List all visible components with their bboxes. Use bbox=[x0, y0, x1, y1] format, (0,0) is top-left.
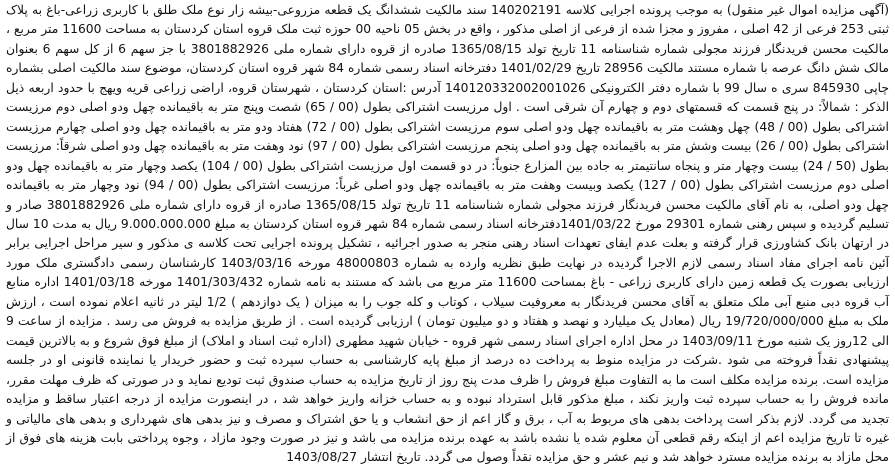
auction-notice-text: (آگهی مزایده اموال غیر منقول) به موجب پرونده اجرایی کلاسه 140202191 سند مالکیت ششدانگ یک قطعه مزروعی-بیشه زار نوع ملک طلق با کاربری زراعی-باغ به پلاک ثبتی 253 فرعی از 42 اصلی ، مفروز و مجزا شده از فرعی از اصلی مذکور ، واقع در بخش 05 ناحیه 00 حوزه ثبت ملک قروه استان کردستان به مساحت 11600 متر مربع ، مالکیت محسن فریدنگار فرزند مجولی شماره شناسنامه 11 تاریخ تولد 1365/08/15 صادره از قروه دارای شماره ملی 3801882926 با جز سهم 6 از کل سهم 6 بعنوان مالک شش دانگ عرصه با شماره مستند مالکیت 28956 تاریخ 1401/02/29 دفترخانه اسناد رسمی شماره 84 شهر قروه استان کردستان، موضوع سند مالکیت اصلی بشماره چاپی 845930 سری ه سال 99 با شماره دفتر الکترونیکی 140120332002001026 آدرس :استان کردستان ، شهرستان قروه، اراضی زراعی قریه ویهج با حدود اربعه ذیل الذکر : شمالاً: در پنج قسمت که قسمتهای دوم و چهارم آن شرقی است . اول مرزیست اشتراکی بطول (00 / 65) شصت وپنج متر به باقیمانده چهل ودو اصلی دوم مرزیست اشتراکی بطول (00 / 48) چهل وهشت متر به باقیمانده چهل ودو اصلی سوم مرزیست اشتراکی بطول (00 / 72) هفتاد ودو متر به باقیمانده چهل ودو اصلی چهارم مرزیست اشتراکی بطول (00 / 26) بیست وشش متر به باقیمانده چهل ودو اصلی پنجم مرزیست اشتراکی بطول (00 / 97) نود وهفت متر به باقیمانده چهل ودو اصلی شرقاً: مرزیست بطول (50 / 24) بیست وچهار متر و پنجاه سانتیمتر به جاده بین المزارع جنوباً: در دو قسمت اول مرزیست اشتراکی بطول (00 / 104) یکصد وچهار متر به باقیمانده چهل ودو اصلی دوم مرزیست اشتراکی بطول (00 / 127) یکصد وبیست وهفت متر به باقیمانده چهل ودو اصلی غرباً: مرزیست اشتراکی بطول (00 / 94) نود وچهار متر به باقیمانده چهل ودو اصلی، به نام آقای مالکیت محسن فریدنگار فرزند مجولی شماره شناسنامه 11 تاریخ تولد 1365/08/15 صادره از قروه دارای شماره ملی 3801882926 صادر و تسلیم گردیده و سپس رهنی شماره 29301 مورخ 1401/03/22دفترخانه اسناد رسمی شماره 84 شهر قروه استان کردستان به مبلغ 9.000.000.000 ریال به مدت 10 سال در ارتهان بانک کشاورزی قرار گرفته و بعلت عدم ایفای تعهدات اسناد رهنی منجر به صدور اجرائیه ، تشکیل پرونده اجرایی تحت کلاسه ی مذکور و سیر مراحل اجرایی برابر آئین نامه اجرای مفاد اسناد رسمی لازم الاجرا گردیده در نهایت طبق نظریه وارده به شماره 48000803 مورخه 1403/03/16 کارشناسان رسمی دادگستری ملک مورد ارزیابی بصورت یک قطعه زمین دارای کاربری زراعی - باغ بمساحت 11600 متر مربع می باشد که مستند به نامه شماره 1401/303/432 مورخه 1401/03/18 اداره منابع آب قروه دبی منبع آبی ملک متعلق به آقای محسن فریدنگار به معروفیت سیلاب ، کوتاب و کله جوب را به میزان ( یک دوازدهم ) 1/2 لیتر در ثانیه اعلام نموده است ، ارزش ملک به مبلغ 19/720/000/000 ریال (معادل یک میلیارد و نهصد و هفتاد و دو میلیون تومان ) ارزیابی گردیده است . از طریق مزایده به فروش می رسد . مزایده از ساعت 9 الی 12روز یک شنبه مورخ 1403/09/11 در محل اداره اجرای اسناد رسمی شهر قروه - خیابان شهید مطهری (اداره ثبت اسناد و املاک) از مبلغ فوق شروع و به بالاترین قیمت پیشنهادی نقداً فروخته می شود .شرکت در مزایده منوط به پرداخت ده درصد از مبلغ پایه کارشناسی به حساب سپرده ثبت و حضور خریدار یا نماینده قانونی او در جلسه مزایده است. برنده مزایده مکلف است ما به التفاوت مبلغ فروش را ظرف مدت پنج روز از تاریخ مزایده به حساب صندوق ثبت تودیع نماید و در صورتی که ظرف مهلت مقرر، مانده فروش را به حساب سپرده ثبت واریز نکند ، مبلغ مذکور قابل استرداد نبوده و به حساب خزانه واریز خواهد شد ، در اینصورت مزایده از درجه اعتبار ساقط و مزایده تجدید می گردد. لازم بذکر است پرداخت بدهی های مربوط به آب ، برق و گاز اعم از حق انشعاب و یا حق اشتراک و مصرف و نیز بدهی های شهرداری و بدهی های مالیاتی و غیره تا تاریخ مزایده اعم از اینکه رقم قطعی آن معلوم شده یا نشده باشد به عهده برنده مزایده می باشد و نیز در صورت وجود مازاد ، وجوه پرداختی بابت هزینه های فوق از محل مازاد به برنده مزایده مسترد خواهد شد و نیم عشر و حق مزایده نقداً وصول می گردد. تاریخ انتشار 1403/08/27 bbox=[6, 3, 890, 465]
